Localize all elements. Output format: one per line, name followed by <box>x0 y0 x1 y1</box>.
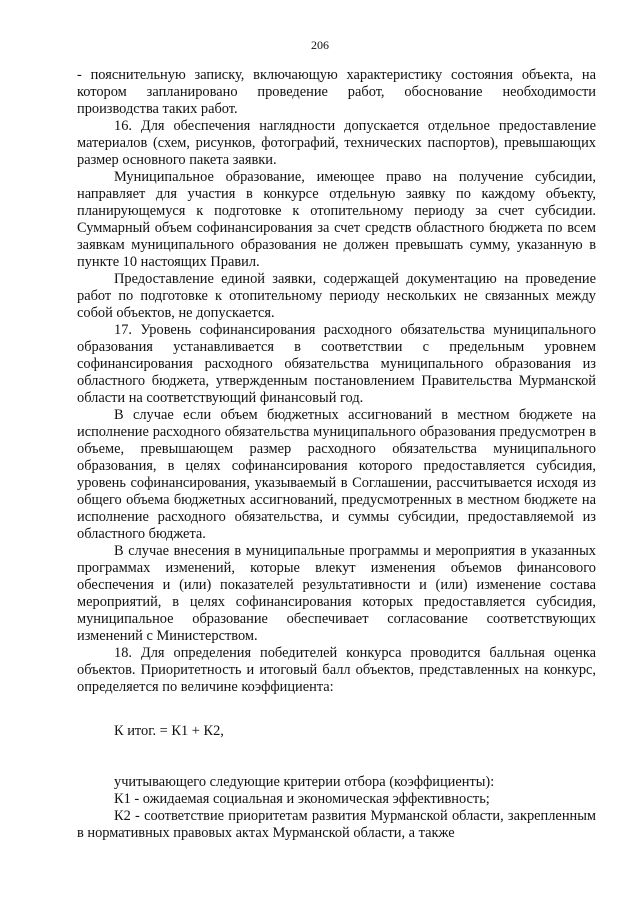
paragraph-criteria-intro: учитывающего следующие критерии отбора (коэффициенты): <box>114 774 495 790</box>
paragraph-program-changes: В случае внесения в муниципальные программы и мероприятия в указанных программах изменений, которые влекут изменения объемов финансового обеспечения и (или) показателей результативности и (или) изменение состава мероприятий, в целях софинансирования которых предоставляется субсидия, муниципальное образование обеспечивает согласование соответствующих изменений с Министерством. <box>77 543 596 644</box>
paragraph-budget-allocation: В случае если объем бюджетных ассигнований в местном бюджете на исполнение расходного обязательства муниципального образования предусмотрен в объеме, превышающем размер расходного обязательства муниципального образования, в целях софинансирования которого предоставляется субсидия, уровень софинансирования, указываемый в Соглашении, рассчитывается исходя из общего объема бюджетных ассигнований, предусмотренных в местном бюджете на исполнение расходного обязательства, и суммы субсидии, предоставляемой из областного бюджета. <box>77 407 596 542</box>
paragraph-k2: К2 - соответствие приоритетам развития Мурманской области, закрепленным в нормативных правовых актах Мурманской области, а также <box>77 808 596 841</box>
paragraph-k1: К1 - ожидаемая социальная и экономическая эффективность; <box>114 791 490 807</box>
paragraph-18: 18. Для определения победителей конкурса проводится балльная оценка объектов. Приоритетность и итоговый балл объектов, представленных на конкурс, определяется по величине коэффициента: <box>77 645 596 695</box>
page-number: 206 <box>311 38 329 52</box>
paragraph-explanatory-note: - пояснительную записку, включающую характеристику состояния объекта, на котором запланировано проведение работ, обоснование необходимости производства таких работ. <box>77 67 596 117</box>
paragraph-separate-application: Муниципальное образование, имеющее право на получение субсидии, направляет для участия в конкурсе отдельную заявку по каждому объекту, планирующемуся к подготовке к отопительному периоду за счет субсидии. Суммарный объем софинансирования за счет средств областного бюджета по всем заявкам муниципального образования не должен превышать сумму, указанную в пункте 10 настоящих Правил. <box>77 169 596 270</box>
paragraph-17: 17. Уровень софинансирования расходного обязательства муниципального образования устанавливается в соответствии с предельным уровнем софинансирования расходного обязательства муниципального образования из областного бюджета, утвержденным постановлением Правительства Мурманской области на соответствующий финансовый год. <box>77 322 596 406</box>
document-body <box>77 67 596 842</box>
paragraph-single-application: Предоставление единой заявки, содержащей документацию на проведение работ по подготовке к отопительному периоду нескольких не связанных между собой объектов, не допускается. <box>77 271 596 321</box>
formula: К итог. = К1 + К2, <box>114 723 224 739</box>
paragraph-16: 16. Для обеспечения наглядности допускается отдельное предоставление материалов (схем, рисунков, фотографий, технических паспортов), превышающих размер основного пакета заявки. <box>77 118 596 168</box>
